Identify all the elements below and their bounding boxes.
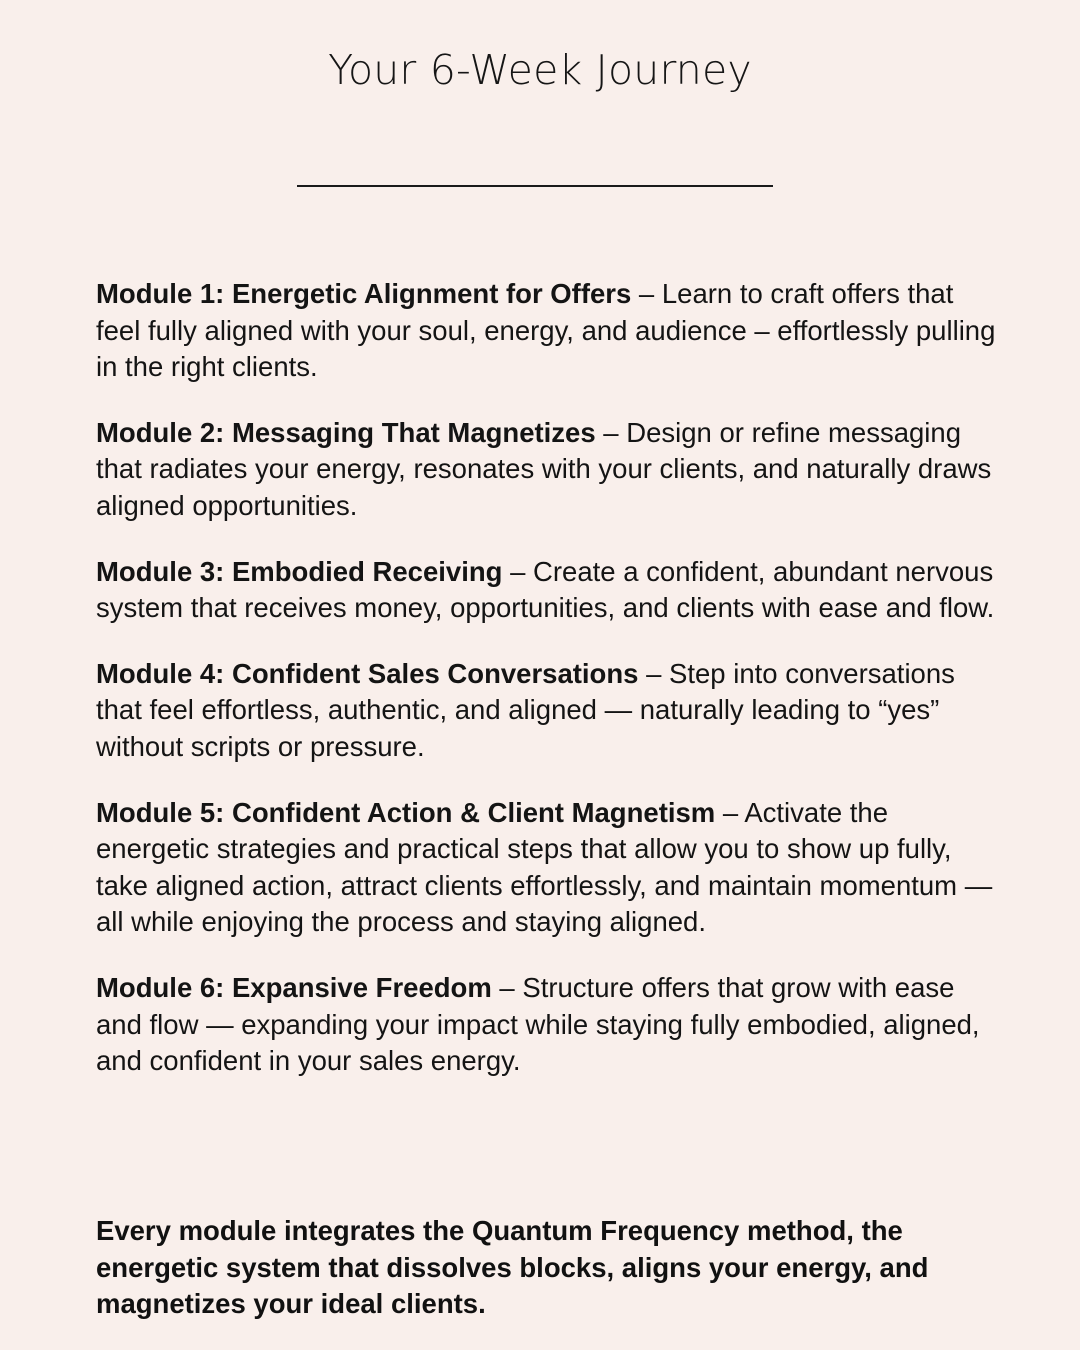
page-title: Your 6-Week Journey [328, 46, 752, 94]
module-item-3 [96, 554, 996, 627]
module-separator: – [631, 278, 662, 309]
module-name: Module 6: Expansive Freedom [96, 971, 492, 1003]
module-list [96, 276, 996, 1109]
module-separator: – [715, 796, 745, 828]
footer-statement: Every module integrates the Quantum Frequency method, the energetic system that dissolves blocks, aligns your energy, and magnetizes your ideal clients. [96, 1215, 929, 1320]
module-description: Step into conversations that feel effortless, authentic, and aligned — naturally leading to “yes” without scripts or pressure. [96, 657, 955, 762]
module-description: Learn to craft offers that feel fully aligned with your soul, energy, and audience – effortlessly pulling in the right clients. [96, 278, 996, 383]
module-name: Module 4: Confident Sales Conversations [96, 657, 639, 689]
module-separator: – [638, 657, 670, 689]
module-description: Structure offers that grow with ease and flow — expanding your impact while staying fully embodied, aligned, and confident in your sales energy. [96, 971, 980, 1077]
module-description: Design or refine messaging that radiates your energy, resonates with your clients, and naturally draws aligned opportunities. [96, 416, 992, 521]
module-separator: – [491, 971, 523, 1003]
module-name: Module 3: Embodied Receiving [96, 555, 503, 587]
module-item-1 [96, 276, 996, 386]
module-separator: – [595, 416, 627, 448]
module-item-5 [96, 795, 996, 941]
module-separator: – [502, 555, 534, 587]
module-item-4 [96, 656, 996, 766]
module-name: Module 2: Messaging That Magnetizes [96, 416, 596, 448]
module-name: Module 1: Energetic Alignment for Offers [96, 278, 632, 309]
module-description: Create a confident, abundant nervous system that receives money, opportunities, and clients with ease and flow. [96, 555, 995, 624]
module-description: Activate the energetic strategies and practical steps that allow you to show up fully, take aligned action, attract clients effortlessly, and maintain momentum — all while enjoying the process and staying aligned. [96, 796, 993, 938]
module-name: Module 5: Confident Action & Client Magnetism [96, 796, 716, 828]
module-item-6 [96, 970, 996, 1080]
title-divider [297, 185, 773, 187]
module-item-2 [96, 415, 996, 525]
